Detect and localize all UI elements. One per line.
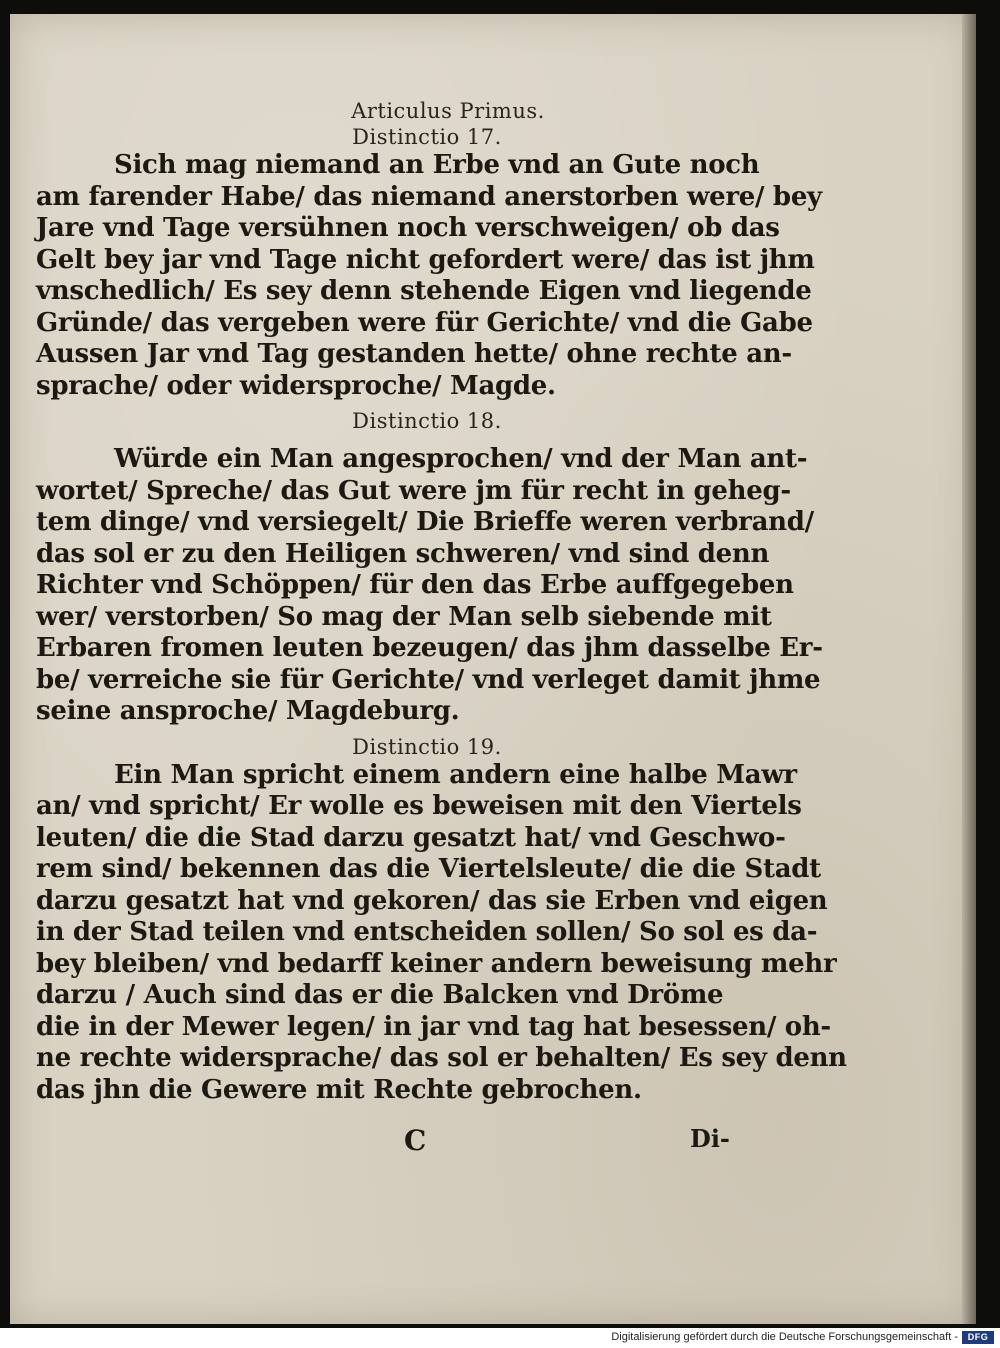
page-foot — [36, 1124, 756, 1164]
text-line: Gründe/ das vergeben were für Gerichte/ vnd die Gabe — [36, 307, 813, 338]
footer-credit: Digitalisierung gefördert durch die Deutsche Forschungsgemeinschaft - — [611, 1331, 958, 1343]
text-line: darzu gesatzt hat vnd gekoren/ das sie Erben vnd eigen — [36, 885, 828, 916]
text-line: Erbaren fromen leuten bezeugen/ das jhm dasselbe Er- — [36, 633, 823, 663]
text-line: in der Stad teilen vnd entscheiden sollen/ So sol es da- — [36, 917, 818, 947]
text-line: wortet/ Spreche/ das Gut were jm für recht in geheg- — [36, 475, 791, 506]
text-line: Gelt bey jar vnd Tage nicht gefordert were/ das ist jhm — [36, 244, 815, 275]
text-line: am farender Habe/ das niemand anerstorben were/ bey — [36, 181, 822, 212]
page-edge — [962, 14, 976, 1324]
text-line: Jare vnd Tage versühnen noch verschweigen/ ob das — [36, 213, 780, 243]
text-line: das sol er zu den Heiligen schweren/ vnd sind denn — [36, 538, 770, 569]
text-line: Ein Man spricht einem andern eine halbe Mawr — [114, 759, 797, 790]
section-heading: Distinctio 18. — [352, 409, 502, 433]
text-line: Richter vnd Schöppen/ für den das Erbe auffgegeben — [36, 570, 794, 600]
footer-bar — [0, 1328, 1000, 1348]
text-line: das jhn die Gewere mit Rechte gebrochen. — [36, 1074, 642, 1105]
text-line: Aussen Jar vnd Tag gestanden hette/ ohne rechte an- — [36, 339, 792, 369]
text-line: an/ vnd spricht/ Er wolle es beweisen mit den Viertels — [36, 791, 802, 821]
section-heading: Distinctio 17. — [352, 125, 502, 149]
dfg-logo-icon: DFG — [962, 1331, 994, 1344]
article-heading: Articulus Primus. — [351, 99, 545, 123]
text-line: Würde ein Man angesprochen/ vnd der Man ant- — [114, 444, 808, 474]
text-line: rem sind/ bekennen das die Viertelsleute/ die die Stadt — [36, 854, 821, 884]
text-line: leuten/ die die Stad darzu gesatzt hat/ vnd Geschwo- — [36, 822, 786, 853]
text-line: die in der Mewer legen/ in jar vnd tag hat besessen/ oh- — [36, 1011, 831, 1042]
section-heading: Distinctio 19. — [352, 734, 502, 759]
text-line: Sich mag niemand an Erbe vnd an Gute noch — [114, 150, 760, 180]
page-text — [36, 98, 847, 1106]
text-line: darzu / Auch sind das er die Balcken vnd Dröme — [36, 980, 724, 1010]
text-line: sprache/ oder widersproche/ Magde. — [36, 370, 556, 401]
text-line: seine ansproche/ Magdeburg. — [36, 696, 460, 726]
text-line: be/ verreiche sie für Gerichte/ vnd verleget damit jhme — [36, 664, 821, 695]
text-line: tem dinge/ vnd versiegelt/ Die Brieffe weren verbrand/ — [36, 507, 814, 537]
text-line: wer/ verstorben/ So mag der Man selb siebende mit — [36, 601, 772, 632]
catchword: Di- — [690, 1124, 730, 1153]
signature-mark: C — [404, 1124, 427, 1157]
text-line: vnschedlich/ Es sey denn stehende Eigen vnd liegende — [36, 276, 812, 306]
text-line: bey bleiben/ vnd bedarff keiner andern beweisung mehr — [36, 948, 837, 979]
text-line: ne rechte widersprache/ das sol er behalten/ Es sey denn — [36, 1043, 847, 1073]
